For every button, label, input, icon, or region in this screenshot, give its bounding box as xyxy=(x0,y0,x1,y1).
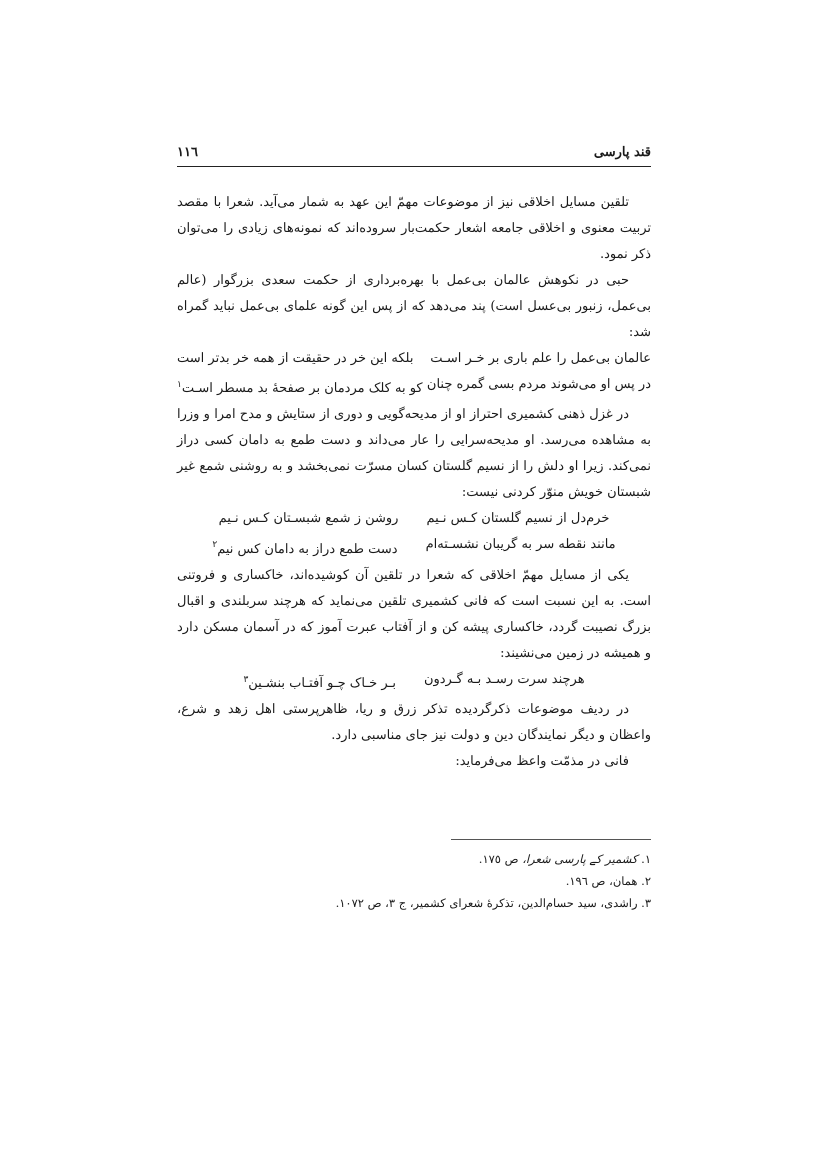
footnotes xyxy=(177,848,651,914)
footnote-2: ٢. همان، ص ١٩٦. xyxy=(565,874,651,888)
book-title: قند پارسی xyxy=(593,145,651,160)
hemistich: بـر خـاک چـو آفتـاب بنشـین$^٣$ xyxy=(243,674,396,691)
main-text xyxy=(177,190,651,775)
footnote-ref: ٣ xyxy=(243,674,249,685)
paragraph: در غزل ذهنی کشمیری احتراز او از مدیحه‌گویی و دوری از ستایش و مدح امرا و وزرا به مشاهده می‌رسد. او مدیحه‌سرایی را عار می‌داند و دست طمع به دامان کسی دراز نمی‌کند. زیرا او دلش را از نسیم گلستان کسان مسرّت نمی‌بخشد و به روشنی شمع غیر شبستان خویش منوّر کردنی نیست: xyxy=(177,407,651,501)
footnote-3: ٣. راشدی، سید حسام‌الدین، تذکرهٔ شعرای کشمیر، ج ٣، ص ١٠٧٢. xyxy=(335,896,651,910)
hemistich: در پس او می‌شوند مردم بسی گمره چنان xyxy=(426,377,651,392)
footnote-1: ١. کشمیر کے پارسی شعرا، ص ١٧٥. xyxy=(478,852,651,866)
footnote-source-title: کشمیر کے پارسی شعرا، xyxy=(522,852,638,866)
hemistich: مانند نقطه سر به گریبان نشسـته‌ام xyxy=(425,537,616,553)
hemistich: کو به کلک مردمان بر صفحهٔ بد مسطر اسـت$^١$ xyxy=(177,380,423,397)
footnote-ref: ٢ xyxy=(212,540,218,551)
footnote-rule xyxy=(451,839,651,840)
verse-line xyxy=(177,372,651,402)
hemistich: خرم‌دل از نسیم گلستان کـس نـیم xyxy=(426,511,610,527)
paragraph: تلقین مسایل اخلاقی نیز از موضوعات مهمّ این عهد به شمار می‌آید. شعرا با مقصد تربیت معنوی و اخلاقی جامعه اشعار حکمت‌بار سروده‌اند که نمونه‌های زیادی را می‌توان ذکر نمود. xyxy=(177,195,651,262)
book-page xyxy=(177,0,651,1169)
running-header xyxy=(177,145,651,165)
header-rule xyxy=(177,166,651,167)
paragraph: حبی در نکوهش عالمان بی‌عمل با بهره‌برداری از حکمت سعدی بزرگوار (عالم بی‌عمل، زنبور بی‌عسل است) پند می‌دهد که از پس این گونه علمای بی‌عمل نباید گمراه شد: xyxy=(177,273,651,340)
hemistich: دست طمع دراز به دامان کس نیم$^٢$ xyxy=(212,540,398,557)
hemistich: روشن ز شمع شبسـتان کـس نـیم xyxy=(218,511,399,527)
paragraph: در ردیف موضوعات ذکرگردیده تذکر زرق و ریا، ظاهرپرستی اهل زهد و شرع، واعظان و دیگر نمایندگان دین و دولت نیز جای مناسبی دارد. xyxy=(177,701,651,743)
verse-line xyxy=(177,346,651,372)
hemistich: بلکه این خر در حقیقت از همه خر بدتر است xyxy=(177,351,414,366)
hemistich: عالمان بی‌عمل را علم باری بر خـر اسـت xyxy=(430,351,651,366)
hemistich: هرچند سرت رسـد بـه گـردون xyxy=(423,671,585,687)
page-number: ١١٦ xyxy=(177,145,198,160)
paragraph: فانی در مذمّت واعظ می‌فرماید: xyxy=(455,753,629,769)
verse-line xyxy=(177,532,651,562)
paragraph: یکی از مسایل مهمّ اخلاقی که شعرا در تلقین آن کوشیده‌اند، خاکساری و فروتنی است. به این نسبت است که فانی کشمیری تلقین می‌نماید که هرچند سربلندی و اقبال بزرگ نصیبت گردد، خاکساری پیشه کن و از آفتاب عبرت آموز که در آسمان مسکن دارد و همیشه در زمین می‌نشیند: xyxy=(177,567,651,661)
verse-line xyxy=(177,667,651,697)
verse-line xyxy=(177,506,651,532)
footnote-ref: ١ xyxy=(177,380,182,390)
